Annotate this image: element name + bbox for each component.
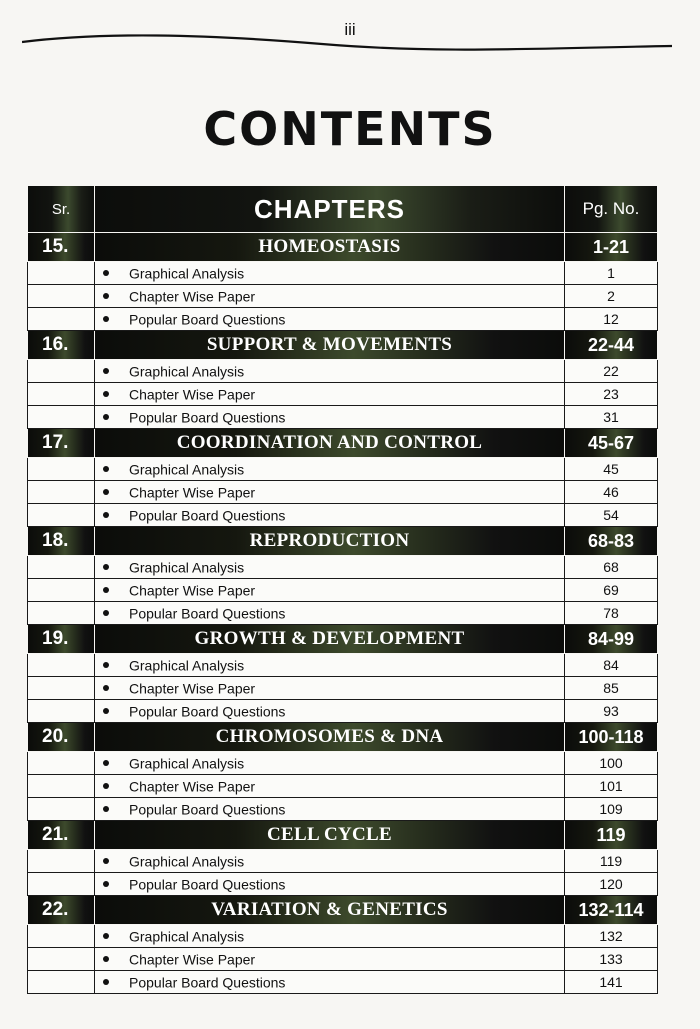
section-page-number: 84 [565,654,658,677]
section-label: Chapter Wise Paper [129,288,256,305]
chapter-row[interactable] [28,233,658,262]
section-page-number: 120 [565,873,658,896]
chapter-number: 17. [28,429,95,458]
section-row[interactable] [28,925,658,948]
section-cell[interactable] [95,602,565,625]
bullet-icon [103,564,109,570]
bullet-icon [103,610,109,616]
empty-cell [28,504,95,527]
section-cell[interactable] [95,677,565,700]
header-divider-line [22,28,672,52]
bullet-icon [103,933,109,939]
section-cell[interactable] [95,308,565,331]
section-row[interactable] [28,579,658,602]
bullet-icon [103,783,109,789]
section-label: Popular Board Questions [129,876,286,893]
bullet-icon [103,587,109,593]
empty-cell [28,285,95,308]
empty-cell [28,262,95,285]
section-page-number: 119 [565,850,658,873]
chapter-number: 15. [28,233,95,262]
section-page-number: 100 [565,752,658,775]
chapter-title[interactable]: CHROMOSOMES & DNA [95,723,565,752]
empty-cell [28,971,95,994]
chapter-page-range: 22-44 [565,331,658,360]
section-label: Graphical Analysis [129,461,245,478]
section-cell[interactable] [95,873,565,896]
chapter-title[interactable]: VARIATION & GENETICS [95,896,565,925]
section-cell[interactable] [95,504,565,527]
section-cell[interactable] [95,481,565,504]
bullet-icon [103,806,109,812]
section-page-number: 85 [565,677,658,700]
empty-cell [28,383,95,406]
section-page-number: 133 [565,948,658,971]
section-row[interactable] [28,556,658,579]
empty-cell [28,602,95,625]
section-page-number: 46 [565,481,658,504]
chapter-row[interactable] [28,527,658,556]
empty-cell [28,406,95,429]
bullet-icon [103,414,109,420]
chapter-row[interactable] [28,429,658,458]
chapter-page-range: 68-83 [565,527,658,556]
empty-cell [28,700,95,723]
header-sr: Sr. [28,186,95,233]
bullet-icon [103,956,109,962]
chapter-title[interactable]: SUPPORT & MOVEMENTS [95,331,565,360]
section-page-number: 101 [565,775,658,798]
chapter-page-range: 119 [565,821,658,850]
section-label: Chapter Wise Paper [129,582,256,599]
section-page-number: 68 [565,556,658,579]
section-page-number: 54 [565,504,658,527]
bullet-icon [103,368,109,374]
section-cell[interactable] [95,925,565,948]
section-label: Popular Board Questions [129,801,286,818]
chapter-title[interactable]: CELL CYCLE [95,821,565,850]
empty-cell [28,579,95,602]
empty-cell [28,458,95,481]
table-header-row [28,186,658,233]
section-cell[interactable] [95,850,565,873]
section-label: Graphical Analysis [129,657,245,674]
section-row[interactable] [28,700,658,723]
section-label: Popular Board Questions [129,703,286,720]
section-label: Chapter Wise Paper [129,951,256,968]
section-page-number: 109 [565,798,658,821]
section-row[interactable] [28,383,658,406]
chapter-number: 22. [28,896,95,925]
section-label: Graphical Analysis [129,755,245,772]
section-page-number: 69 [565,579,658,602]
bullet-icon [103,881,109,887]
empty-cell [28,481,95,504]
chapter-title[interactable]: COORDINATION AND CONTROL [95,429,565,458]
section-cell[interactable] [95,285,565,308]
section-row[interactable] [28,654,658,677]
section-row[interactable] [28,481,658,504]
bullet-icon [103,466,109,472]
section-row[interactable] [28,775,658,798]
section-cell[interactable] [95,971,565,994]
chapter-number: 20. [28,723,95,752]
empty-cell [28,798,95,821]
section-page-number: 141 [565,971,658,994]
section-label: Popular Board Questions [129,605,286,622]
empty-cell [28,677,95,700]
section-label: Popular Board Questions [129,507,286,524]
empty-cell [28,360,95,383]
section-label: Graphical Analysis [129,853,245,870]
empty-cell [28,556,95,579]
contents-table [27,185,658,994]
section-row[interactable] [28,285,658,308]
section-label: Chapter Wise Paper [129,778,256,795]
section-page-number: 23 [565,383,658,406]
chapter-page-range: 45-67 [565,429,658,458]
empty-cell [28,775,95,798]
section-cell[interactable] [95,579,565,602]
chapter-title[interactable]: HOMEOSTASIS [95,233,565,262]
bullet-icon [103,512,109,518]
bullet-icon [103,489,109,495]
chapter-page-range: 100-118 [565,723,658,752]
section-row[interactable] [28,752,658,775]
chapter-row[interactable] [28,821,658,850]
section-row[interactable] [28,504,658,527]
section-label: Graphical Analysis [129,928,245,945]
chapter-number: 19. [28,625,95,654]
chapter-page-range: 84-99 [565,625,658,654]
section-page-number: 12 [565,308,658,331]
section-label: Popular Board Questions [129,974,286,991]
section-page-number: 45 [565,458,658,481]
section-cell[interactable] [95,556,565,579]
bullet-icon [103,979,109,985]
bullet-icon [103,391,109,397]
section-cell[interactable] [95,360,565,383]
section-cell[interactable] [95,383,565,406]
section-label: Chapter Wise Paper [129,680,256,697]
section-page-number: 1 [565,262,658,285]
section-page-number: 78 [565,602,658,625]
section-page-number: 31 [565,406,658,429]
section-row[interactable] [28,948,658,971]
bullet-icon [103,685,109,691]
section-row[interactable] [28,406,658,429]
section-row[interactable] [28,360,658,383]
section-label: Chapter Wise Paper [129,386,256,403]
section-label: Popular Board Questions [129,311,286,328]
bullet-icon [103,662,109,668]
section-row[interactable] [28,971,658,994]
section-cell[interactable] [95,948,565,971]
page-title: CONTENTS [203,102,497,156]
section-row[interactable] [28,873,658,896]
section-cell[interactable] [95,654,565,677]
section-cell[interactable] [95,752,565,775]
section-cell[interactable] [95,262,565,285]
section-cell[interactable] [95,458,565,481]
chapter-title[interactable]: GROWTH & DEVELOPMENT [95,625,565,654]
section-page-number: 2 [565,285,658,308]
section-page-number: 93 [565,700,658,723]
empty-cell [28,850,95,873]
section-cell[interactable] [95,700,565,723]
empty-cell [28,308,95,331]
section-cell[interactable] [95,798,565,821]
header-chapters: CHAPTERS [95,186,565,233]
chapter-page-range: 1-21 [565,233,658,262]
chapter-number: 16. [28,331,95,360]
empty-cell [28,654,95,677]
section-label: Popular Board Questions [129,409,286,426]
section-label: Graphical Analysis [129,559,245,576]
section-label: Graphical Analysis [129,363,245,380]
chapter-title[interactable]: REPRODUCTION [95,527,565,556]
section-row[interactable] [28,602,658,625]
chapter-page-range: 132-114 [565,896,658,925]
chapter-number: 21. [28,821,95,850]
empty-cell [28,948,95,971]
section-page-number: 132 [565,925,658,948]
section-row[interactable] [28,458,658,481]
section-label: Chapter Wise Paper [129,484,256,501]
section-row[interactable] [28,308,658,331]
bullet-icon [103,316,109,322]
section-row[interactable] [28,850,658,873]
section-row[interactable] [28,262,658,285]
empty-cell [28,873,95,896]
chapter-row[interactable] [28,625,658,654]
section-cell[interactable] [95,775,565,798]
page-number: iii [344,20,356,39]
chapter-row[interactable] [28,896,658,925]
section-row[interactable] [28,798,658,821]
bullet-icon [103,270,109,276]
empty-cell [28,925,95,948]
bullet-icon [103,708,109,714]
chapter-row[interactable] [28,331,658,360]
section-row[interactable] [28,677,658,700]
section-cell[interactable] [95,406,565,429]
chapter-number: 18. [28,527,95,556]
header-page-no: Pg. No. [565,186,658,233]
section-page-number: 22 [565,360,658,383]
chapter-row[interactable] [28,723,658,752]
section-label: Graphical Analysis [129,265,245,282]
empty-cell [28,752,95,775]
bullet-icon [103,293,109,299]
bullet-icon [103,858,109,864]
bullet-icon [103,760,109,766]
